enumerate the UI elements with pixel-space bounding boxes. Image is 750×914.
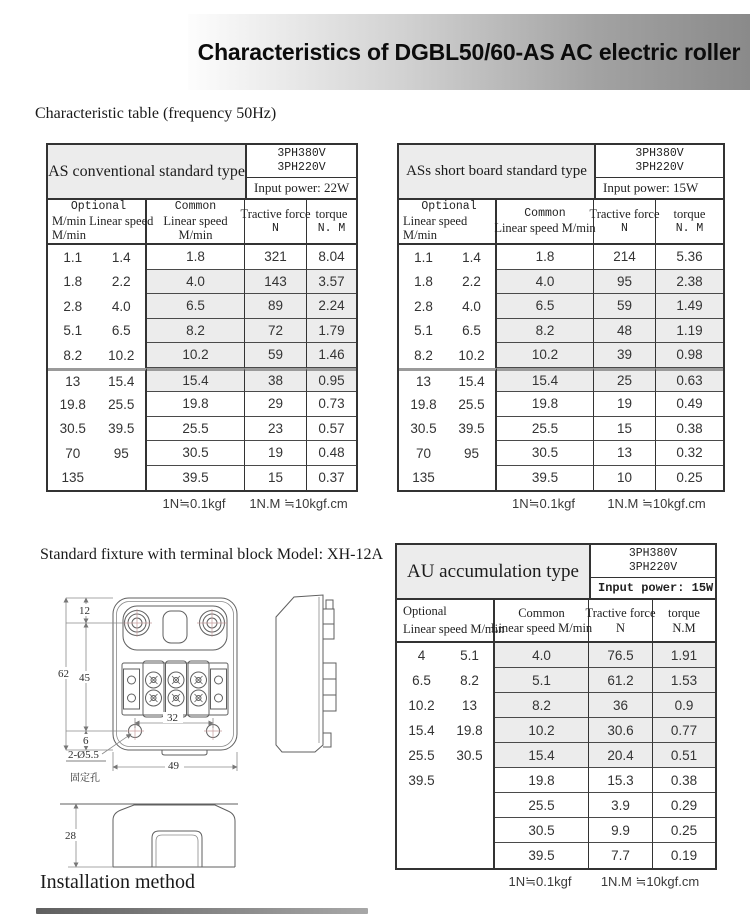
table-cell: 2.2 <box>448 270 497 295</box>
table-cell: 30.6 <box>589 718 653 743</box>
table-cell: 13 <box>594 441 656 466</box>
table-cell: 0.48 <box>307 441 356 466</box>
plan-view <box>60 804 238 867</box>
table-cell: 2.8 <box>414 298 433 314</box>
table-cell: 2.8 <box>63 298 83 314</box>
dim-45: 45 <box>79 672 90 684</box>
table-cell: 8.2 <box>495 693 589 718</box>
table-cell: 1.79 <box>307 319 356 344</box>
table-cell: 36 <box>589 693 653 718</box>
table-title: ASs short board standard type <box>399 145 596 198</box>
table-cell: 6.5 <box>448 319 497 344</box>
table-cell: 0.98 <box>656 343 723 368</box>
table-cell: 15.4 <box>98 368 148 393</box>
table-cell: 8.04 <box>307 245 356 270</box>
table-cell: 70 <box>65 445 81 461</box>
column-headers <box>46 200 358 245</box>
table-cell: 0.37 <box>318 470 345 486</box>
front-dimensions <box>66 598 237 771</box>
voltage-line: 3PH380V <box>628 546 678 560</box>
table-cell: 15.4 <box>408 723 435 738</box>
table-cell: 9.9 <box>589 818 653 843</box>
table-cell: 59 <box>594 294 656 319</box>
table-body <box>46 245 358 492</box>
table-cell: 0.38 <box>656 417 723 442</box>
table-cell <box>446 793 495 818</box>
table-cell: 0.32 <box>656 441 723 466</box>
table-cell: 4.0 <box>98 294 148 319</box>
table-cell: 321 <box>245 245 307 270</box>
table-cell: 0.9 <box>653 693 715 718</box>
table-cell: 1.4 <box>98 245 148 270</box>
table-cell: 4.0 <box>147 270 245 295</box>
table-cell: 23 <box>245 417 307 442</box>
table-cell: 8.2 <box>147 319 245 344</box>
table-cell: 8.2 <box>414 347 433 363</box>
table-cell: 1.8 <box>147 245 245 270</box>
dim-6: 6 <box>83 735 89 747</box>
table-cell: 1.46 <box>307 343 356 368</box>
table-cell: 19 <box>594 392 656 417</box>
table-cell: 10 <box>594 466 656 491</box>
table-title: AS conventional standard type <box>48 145 247 198</box>
table-cell: 30.5 <box>59 421 86 437</box>
note-force: 1N≒0.1kgf <box>162 496 226 511</box>
table-cell: 1.19 <box>656 319 723 344</box>
side-view <box>276 595 336 752</box>
table-cell: 15.3 <box>589 768 653 793</box>
table-cell: 15 <box>245 466 307 491</box>
table-cell <box>446 818 495 843</box>
table-cell: 1.1 <box>63 249 83 265</box>
table-cell: 0.25 <box>653 818 715 843</box>
table-cell <box>397 793 446 818</box>
input-power-cell: Input power: 15W <box>598 581 714 595</box>
table-cell: 0.51 <box>653 743 715 768</box>
table-cell: 0.19 <box>670 848 698 863</box>
table-cell: 20.4 <box>589 743 653 768</box>
table-cell: 25.5 <box>448 392 497 417</box>
table-cell: 72 <box>245 319 307 344</box>
table-cell <box>397 818 446 843</box>
input-power-cell: Input power: 15W <box>603 180 699 195</box>
table-cell: 15.4 <box>495 743 589 768</box>
col-header-tractive-force: Tractive force N <box>589 600 653 641</box>
table-cell: 61.2 <box>589 668 653 693</box>
table-cell: 15.4 <box>497 368 594 393</box>
table-cell: 0.38 <box>653 768 715 793</box>
table-notes <box>397 493 725 515</box>
table-cell <box>397 843 446 868</box>
voltage-line: 3PH220V <box>277 161 326 174</box>
col-header-common: Common Linear speed M/min <box>497 200 594 243</box>
dim-62: 62 <box>58 668 69 680</box>
voltage-power-stack <box>247 145 356 198</box>
voltage-cell <box>247 145 356 178</box>
section-banner <box>188 14 750 90</box>
table-cell: 30.5 <box>147 441 245 466</box>
table-cell: 39.5 <box>497 466 594 491</box>
table-cell: 59 <box>245 343 307 368</box>
table-cell: 2.24 <box>307 294 356 319</box>
voltage-power-stack <box>591 545 715 598</box>
table-cell: 13 <box>48 368 98 393</box>
table-cell: 1.8 <box>497 245 594 270</box>
table-cell: 38 <box>245 368 307 393</box>
col-header-common: Common Linear speed M/min <box>147 200 245 243</box>
fixture-drawing <box>30 585 390 885</box>
dim-28: 28 <box>65 830 76 842</box>
column-headers <box>397 200 725 245</box>
col-header-tractive-force: Tractive force N <box>594 200 656 243</box>
table-cell: 1.8 <box>63 274 83 290</box>
table-cell: 30.5 <box>497 441 594 466</box>
table-cell: 39.5 <box>448 417 497 442</box>
table-cell: 7.7 <box>589 843 653 868</box>
table-cell: 6.5 <box>98 319 148 344</box>
table-cell <box>446 843 495 868</box>
table-body <box>395 643 717 870</box>
table-cell: 1.8 <box>414 274 433 290</box>
ass-short-board-table <box>397 143 725 515</box>
voltage-cell <box>591 545 715 578</box>
table-cell: 95 <box>98 441 148 466</box>
table-cell: 135 <box>412 470 435 486</box>
table-cell: 1.49 <box>656 294 723 319</box>
table-cell: 4.0 <box>497 270 594 295</box>
voltage-line: 3PH220V <box>628 561 678 574</box>
table-cell: 4 <box>417 648 426 663</box>
table-cell: 19.8 <box>497 392 594 417</box>
table-cell: 1.91 <box>653 643 715 668</box>
voltage-cell <box>596 145 723 178</box>
col-header-torque: torque N. M <box>315 207 348 236</box>
col-header-tractive-force: Tractive force N <box>245 200 307 243</box>
table-cell: 39.5 <box>495 843 589 868</box>
table-cell: 0.29 <box>653 793 715 818</box>
note-force: 1N≒0.1kgf <box>512 496 575 511</box>
table-cell: 8.2 <box>497 319 594 344</box>
table-cell: 5.1 <box>495 668 589 693</box>
voltage-power-stack <box>596 145 723 198</box>
voltage-line: 3PH220V <box>635 161 684 174</box>
table-cell: 95 <box>448 441 497 466</box>
table-cell: 1.53 <box>653 668 715 693</box>
table-cell: 1.1 <box>414 249 433 265</box>
table-cell: 4.0 <box>448 294 497 319</box>
table-cell: 19.8 <box>59 396 86 412</box>
table-cell: 89 <box>245 294 307 319</box>
table-cell: 10.2 <box>497 343 594 368</box>
table-cell: 135 <box>61 470 85 486</box>
table-cell: 39.5 <box>408 773 435 788</box>
banner-title: Characteristics of DGBL50/60-AS AC electric roller <box>197 38 741 65</box>
table-cell: 19 <box>245 441 307 466</box>
table-cell: 30.5 <box>410 421 437 437</box>
col-header-optional: Optional M/min Linear speed M/min <box>48 200 147 243</box>
voltage-line: 3PH380V <box>635 146 684 160</box>
table-cell: 19.8 <box>495 768 589 793</box>
dim-12: 12 <box>79 605 90 617</box>
table-cell: 25.5 <box>495 793 589 818</box>
dim-holes: 2-Ø5.5 <box>68 749 99 761</box>
table-header <box>397 143 725 200</box>
table-cell: 0.63 <box>656 368 723 393</box>
au-accumulation-table <box>395 543 717 893</box>
table-cell: 8.2 <box>63 347 83 363</box>
table-cell: 3.9 <box>589 793 653 818</box>
table-cell: 6.5 <box>497 294 594 319</box>
table-cell: 30.5 <box>495 818 589 843</box>
table-cell: 6.5 <box>147 294 245 319</box>
table-cell: 143 <box>245 270 307 295</box>
table-cell: 25.5 <box>147 417 245 442</box>
table-cell: 13 <box>446 693 495 718</box>
table-cell: 10.2 <box>495 718 589 743</box>
table-cell: 1.4 <box>448 245 497 270</box>
table-cell: 48 <box>594 319 656 344</box>
table-cell: 214 <box>594 245 656 270</box>
table-cell <box>98 466 148 491</box>
table-header <box>395 543 717 600</box>
table-body <box>397 245 725 492</box>
table-title: AU accumulation type <box>397 545 591 598</box>
table-cell: 0.57 <box>307 417 356 442</box>
table-cell: 30.5 <box>446 743 495 768</box>
table-cell: 25.5 <box>408 748 435 763</box>
column-headers <box>395 600 717 643</box>
table-cell: 29 <box>245 392 307 417</box>
as-conventional-table <box>46 143 358 515</box>
table-cell <box>446 768 495 793</box>
table-cell: 15 <box>594 417 656 442</box>
table-cell: 4.0 <box>495 643 589 668</box>
table-cell: 95 <box>594 270 656 295</box>
note-torque: 1N.M ≒10kgf.cm <box>249 496 348 511</box>
col-header-optional: Optional Linear speed M/min <box>397 600 495 641</box>
table-cell: 0.73 <box>307 392 356 417</box>
table-cell: 3.57 <box>307 270 356 295</box>
col-header-optional: Optional Linear speed M/min <box>399 200 497 243</box>
table-cell: 19.8 <box>446 718 495 743</box>
table-cell: 25.5 <box>98 392 148 417</box>
note-torque: 1N.M ≒10kgf.cm <box>600 874 700 889</box>
table-cell: 2.2 <box>98 270 148 295</box>
table-cell: 10.2 <box>147 343 245 368</box>
dim-49: 49 <box>168 760 179 772</box>
col-header-torque: torque N. M <box>673 207 706 236</box>
table-cell: 10.2 <box>448 343 497 368</box>
front-view <box>113 598 237 755</box>
table-header <box>46 143 358 200</box>
front-dimension-labels <box>56 604 184 771</box>
table-cell: 0.25 <box>676 470 703 486</box>
table-cell: 0.77 <box>653 718 715 743</box>
table-cell: 0.49 <box>656 392 723 417</box>
fixing-hole-label: 固定孔 <box>70 773 100 784</box>
table-cell: 2.38 <box>656 270 723 295</box>
col-header-common: Common Linear speed M/min <box>495 600 589 641</box>
table-cell: 70 <box>415 445 432 461</box>
voltage-line: 3PH380V <box>277 146 326 160</box>
table-cell: 19.8 <box>147 392 245 417</box>
note-force: 1N≒0.1kgf <box>508 874 572 889</box>
table-cell: 15.4 <box>448 368 497 393</box>
table-cell: 8.2 <box>446 668 495 693</box>
table-cell: 5.1 <box>446 643 495 668</box>
installation-caption: Installation method <box>40 871 195 893</box>
characteristic-table-caption: Characteristic table (frequency 50Hz) <box>35 105 277 122</box>
table-cell: 5.1 <box>63 323 83 339</box>
table-cell: 39.5 <box>98 417 148 442</box>
col-header-torque: torque N.M <box>668 605 700 635</box>
table-notes <box>46 493 358 515</box>
table-cell: 39.5 <box>147 466 245 491</box>
table-cell: 13 <box>399 368 448 393</box>
table-cell: 39 <box>594 343 656 368</box>
table-cell: 15.4 <box>147 368 245 393</box>
table-cell: 10.2 <box>98 343 148 368</box>
dim-32: 32 <box>167 712 178 724</box>
table-cell: 0.95 <box>307 368 356 393</box>
table-cell: 5.36 <box>656 245 723 270</box>
table-cell: 76.5 <box>589 643 653 668</box>
table-cell: 5.1 <box>414 323 433 339</box>
table-cell: 25 <box>594 368 656 393</box>
table-cell: 10.2 <box>408 698 435 713</box>
input-power-cell: Input power: 22W <box>254 180 350 195</box>
note-torque: 1N.M ≒10kgf.cm <box>607 496 706 511</box>
next-section-banner-cutoff <box>36 908 368 914</box>
table-notes <box>395 871 717 893</box>
table-cell: 19.8 <box>410 396 437 412</box>
table-cell: 6.5 <box>412 673 431 688</box>
table-cell: 25.5 <box>497 417 594 442</box>
table-cell <box>448 466 497 491</box>
fixture-caption: Standard fixture with terminal block Model: XH-12A <box>40 546 384 563</box>
